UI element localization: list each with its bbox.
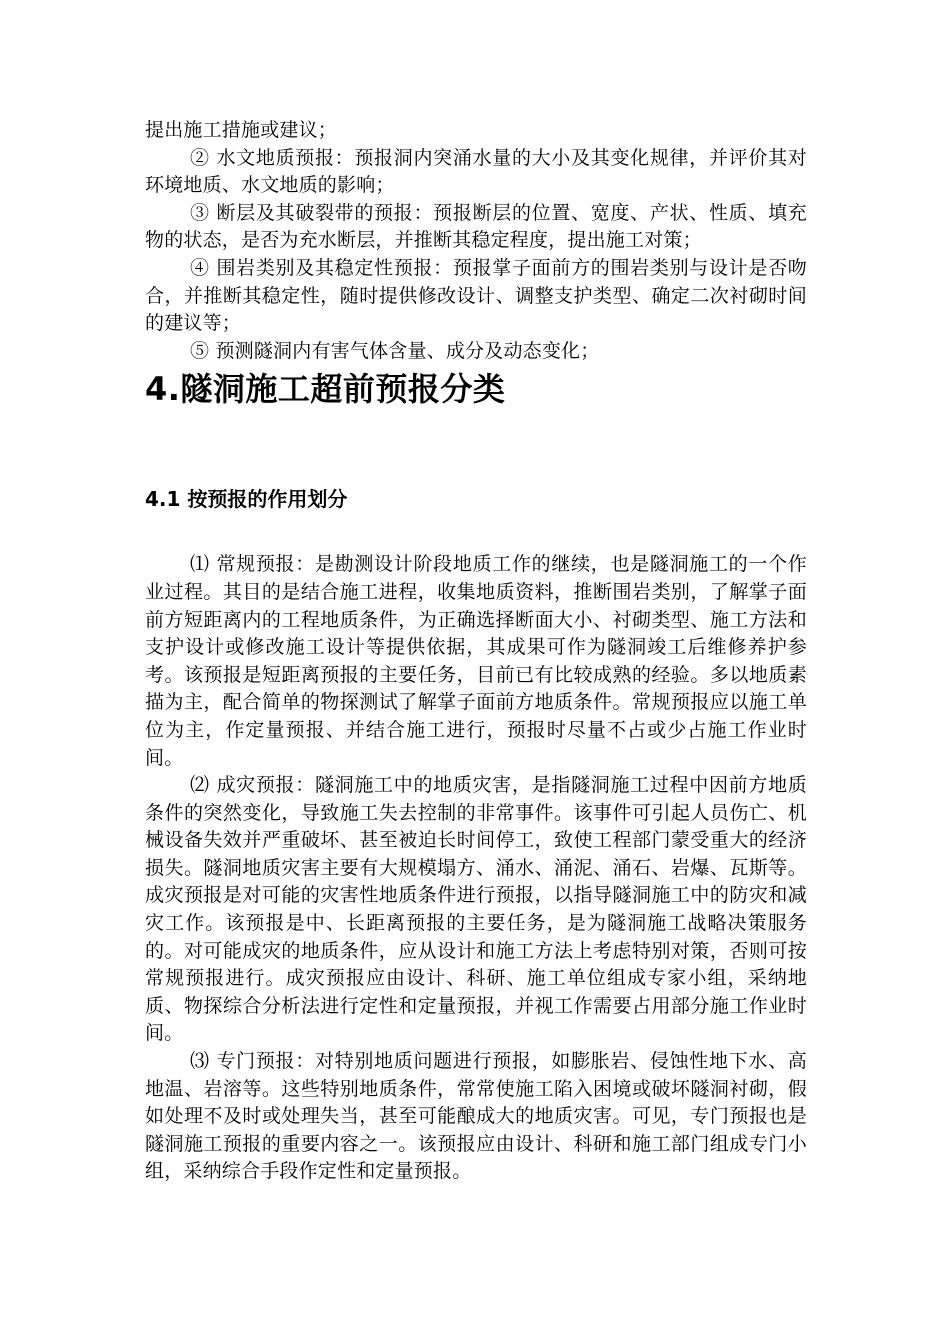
paragraph-hydro-forecast: ② 水文地质预报：预报洞内突涌水量的大小及其变化规律，并评价其对环境地质、水文地质的影响； xyxy=(145,146,807,197)
paragraph-continuation: 提出施工措施或建议； xyxy=(145,119,338,141)
paragraph-special-forecast: ⑶ 专门预报：对特别地质问题进行预报，如膨胀岩、侵蚀性地下水、高地温、岩溶等。这些特别地质条件，常常使施工陷入困境或破坏隧洞衬砌，假如处理不及时或处理失当，甚至可能酿成大的地质灾害。可见，专门预报也是隧洞施工预报的重要内容之一。该预报应由设计、科研和施工部门组成专门小组，采纳综合手段作定性和定量预报。 xyxy=(145,1050,807,1183)
paragraph-routine-forecast: ⑴ 常规预报：是勘测设计阶段地质工作的继续，也是隧洞施工的一个作业过程。其目的是结合施工进程，收集地质资料，推断围岩类别，了解掌子面前方短距离内的工程地质条件，为正确选择断面大小、衬砌类型、施工方法和支护设计或修改施工设计等提供依据，其成果可作为隧洞竣工后维修养护参考。该预报是短距离预报的主要任务，目前已有比较成熟的经验。多以地质素描为主，配合简单的物探测试了解掌子面前方地质条件。常规预报应以施工单位为主，作定量预报、并结合施工进行，预报时尽量不占或少占施工作业时间。 xyxy=(145,553,807,769)
section-heading: 4.隧洞施工超前预报分类 xyxy=(145,370,506,409)
paragraph-gas-forecast: ⑤ 预测隧洞内有害气体含量、成分及动态变化； xyxy=(190,339,600,362)
paragraph-fault-forecast: ③ 断层及其破裂带的预报：预报断层的位置、宽度、产状、性质、填充物的状态，是否为充水断层，并推断其稳定程度，提出施工对策； xyxy=(145,201,807,252)
paragraph-disaster-forecast: ⑵ 成灾预报：隧洞施工中的地质灾害，是指隧洞施工过程中因前方地质条件的突然变化，导致施工失去控制的非常事件。该事件可引起人员伤亡、机械设备失效并严重破坏、甚至被迫长时间停工，致使工程部门蒙受重大的经济损失。隧洞地质灾害主要有大规模塌方、涌水、涌泥、涌石、岩爆、瓦斯等。成灾预报是对可能的灾害性地质条件进行预报，以指导隧洞施工中的防灾和减灾工作。该预报是中、长距离预报的主要任务，是为隧洞施工战略决策服务的。对可能成灾的地质条件，应从设计和施工方法上考虑特别对策，否则可按常规预报进行。成灾预报应由设计、科研、施工单位组成专家小组，采纳地质、物探综合分析法进行定性和定量预报，并视工作需要占用部分施工作业时间。 xyxy=(145,774,807,1045)
document-page xyxy=(145,117,807,1186)
paragraph-rock-class-forecast: ④ 围岩类别及其稳定性预报：预报掌子面前方的围岩类别与设计是否吻合，并推断其稳定性，随时提供修改设计、调整支护类型、确定二次衬砌时间的建议等； xyxy=(145,256,807,335)
subsection-heading: 4.1 按预报的作用划分 xyxy=(145,487,348,512)
